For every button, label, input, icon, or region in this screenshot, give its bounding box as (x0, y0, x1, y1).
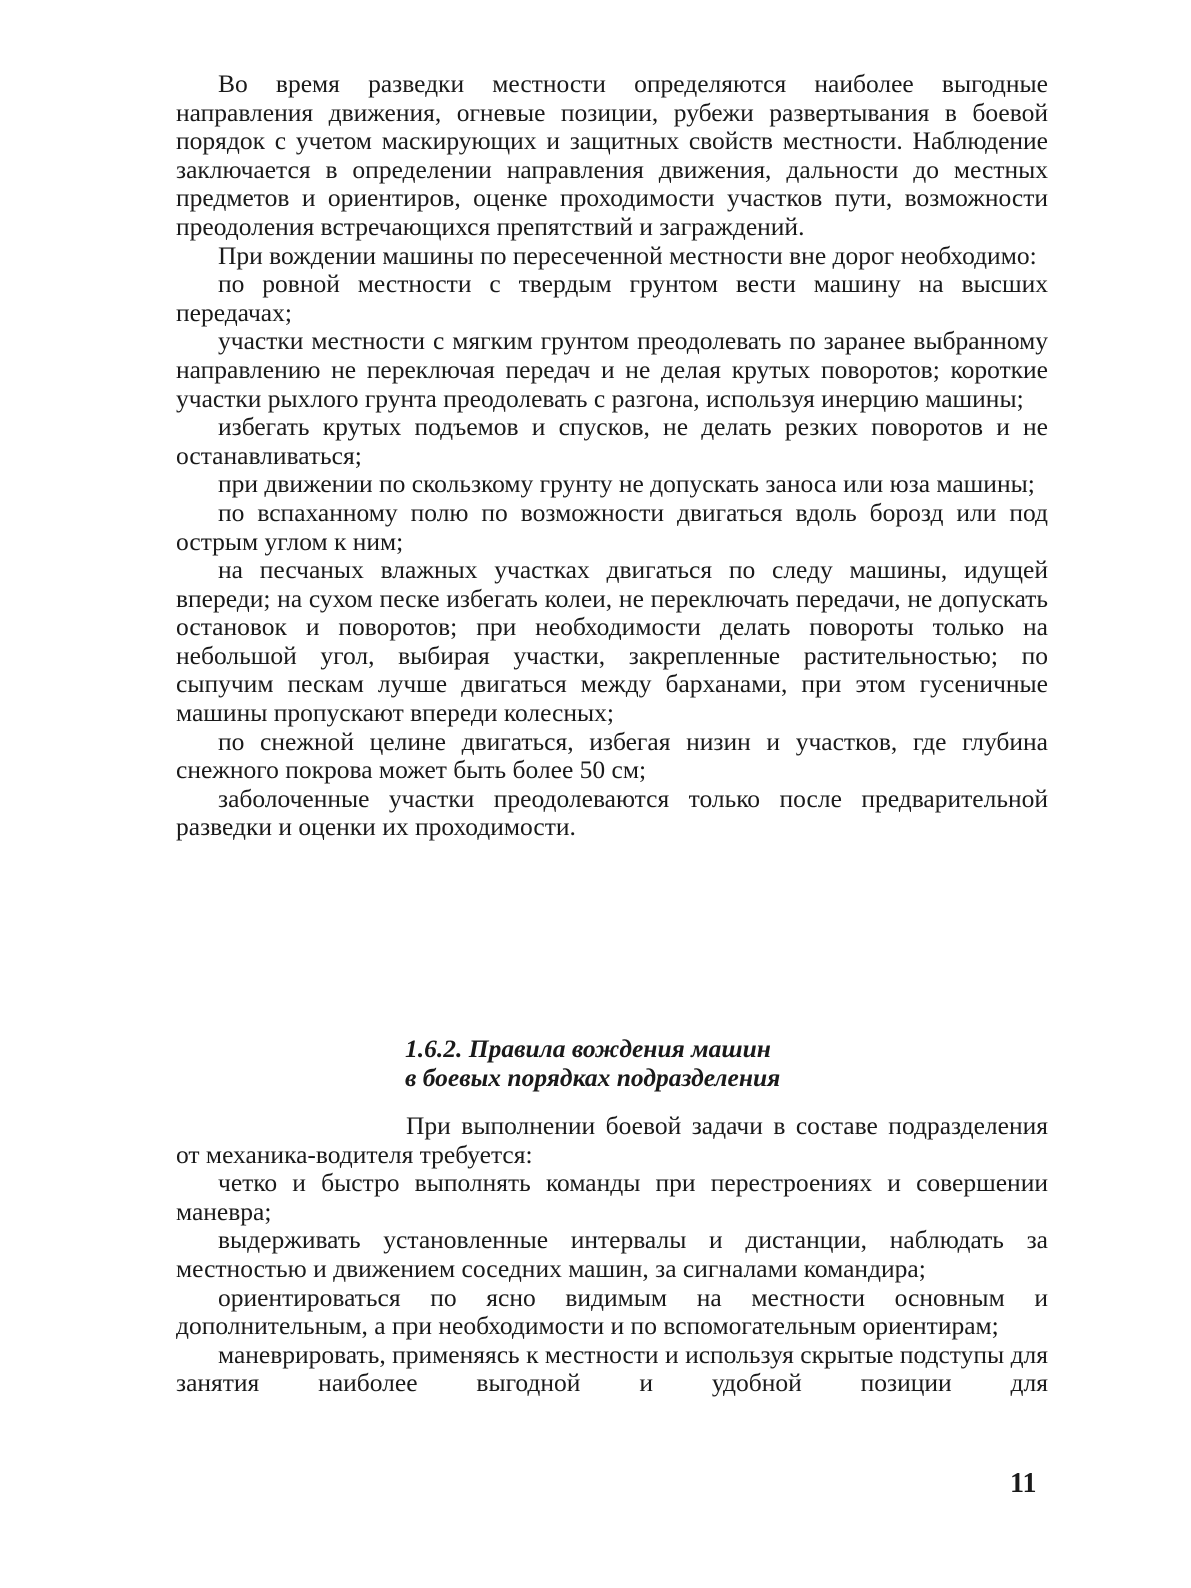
top-text-block (176, 70, 1048, 842)
paragraph-combat-task: При выполнении боевой задачи в составе подразделения от механика-водителя требуется: (176, 1111, 1048, 1169)
page-number: 11 (1010, 1468, 1037, 1499)
paragraph-soft-ground: участки местности с мягким грунтом преодолевать по заранее выбранному направлению не переключая передач и не делая крутых поворотов; короткие участки рыхлого грунта преодолевать с разгона, используя инерцию машины; (176, 326, 1048, 413)
paragraph-intervals: выдерживать установленные интервалы и дистанции, наблюдать за местностью и движением соседних машин, за сигналами командира; (176, 1225, 1048, 1283)
bottom-text-block (176, 1112, 1048, 1398)
section-heading-line-2: в боевых порядках подразделения (405, 1063, 781, 1092)
paragraph-maneuver: маневрировать, применяясь к местности и используя скрытые подступы для занятия наиболее выгодной и удобной позиции для (176, 1339, 1048, 1398)
paragraph-hard-ground: по ровной местности с твердым грунтом вести машину на высших передачах; (176, 269, 1048, 327)
paragraph-orientation: ориентироваться по ясно видимым на местности основным и дополнительным, а при необходимости и по вспомогательным ориентирам; (176, 1282, 1048, 1341)
paragraph-sand: на песчаных влажных участках двигаться по следу машины, идущей впереди; на сухом песке избегать колеи, не переключать передачи, не допускать остановок и поворотов; при необходимости делать повороты только на небольшой угол, выбирая участки, закрепленные растительностью; по сыпучим пескам лучше двигаться между барханами, при этом гусеничные машины пропускают впереди колесных; (176, 555, 1048, 728)
paragraph-slopes: избегать крутых подъемов и спусков, не делать резких поворотов и не останавливаться; (176, 412, 1048, 470)
paragraph-slippery: при движении по скользкому грунту не допускать заноса или юза машины; (218, 469, 1035, 499)
paragraph-reconnaissance: Во время разведки местности определяются наиболее выгодные направления движения, огневые позиции, рубежи развертывания в боевой порядок с учетом маскирующих и защитных свойств местности. Наблюдение заключается в определении направления движения, дальности до местных предметов и ориентиров, оценке проходимости участков пути, возможности преодоления встречающихся препятствий и заграждений. (176, 69, 1048, 241)
section-heading (405, 1034, 1045, 1092)
paragraph-offroad-intro: При вождении машины по пересеченной местности вне дорог необходимо: (218, 240, 1037, 270)
paragraph-swamp: заболоченные участки преодолеваются только после предварительной разведки и оценки их проходимости. (176, 783, 1048, 842)
section-heading-line-1: 1.6.2. Правила вождения машин (405, 1034, 771, 1063)
paragraph-snow: по снежной целине двигаться, избегая низин и участков, где глубина снежного покрова может быть более 50 см; (176, 726, 1048, 785)
paragraph-plowed-field: по вспаханному полю по возможности двигаться вдоль борозд или под острым углом к ним; (176, 497, 1048, 556)
paragraph-commands: четко и быстро выполнять команды при перестроениях и совершении маневра; (176, 1168, 1048, 1226)
